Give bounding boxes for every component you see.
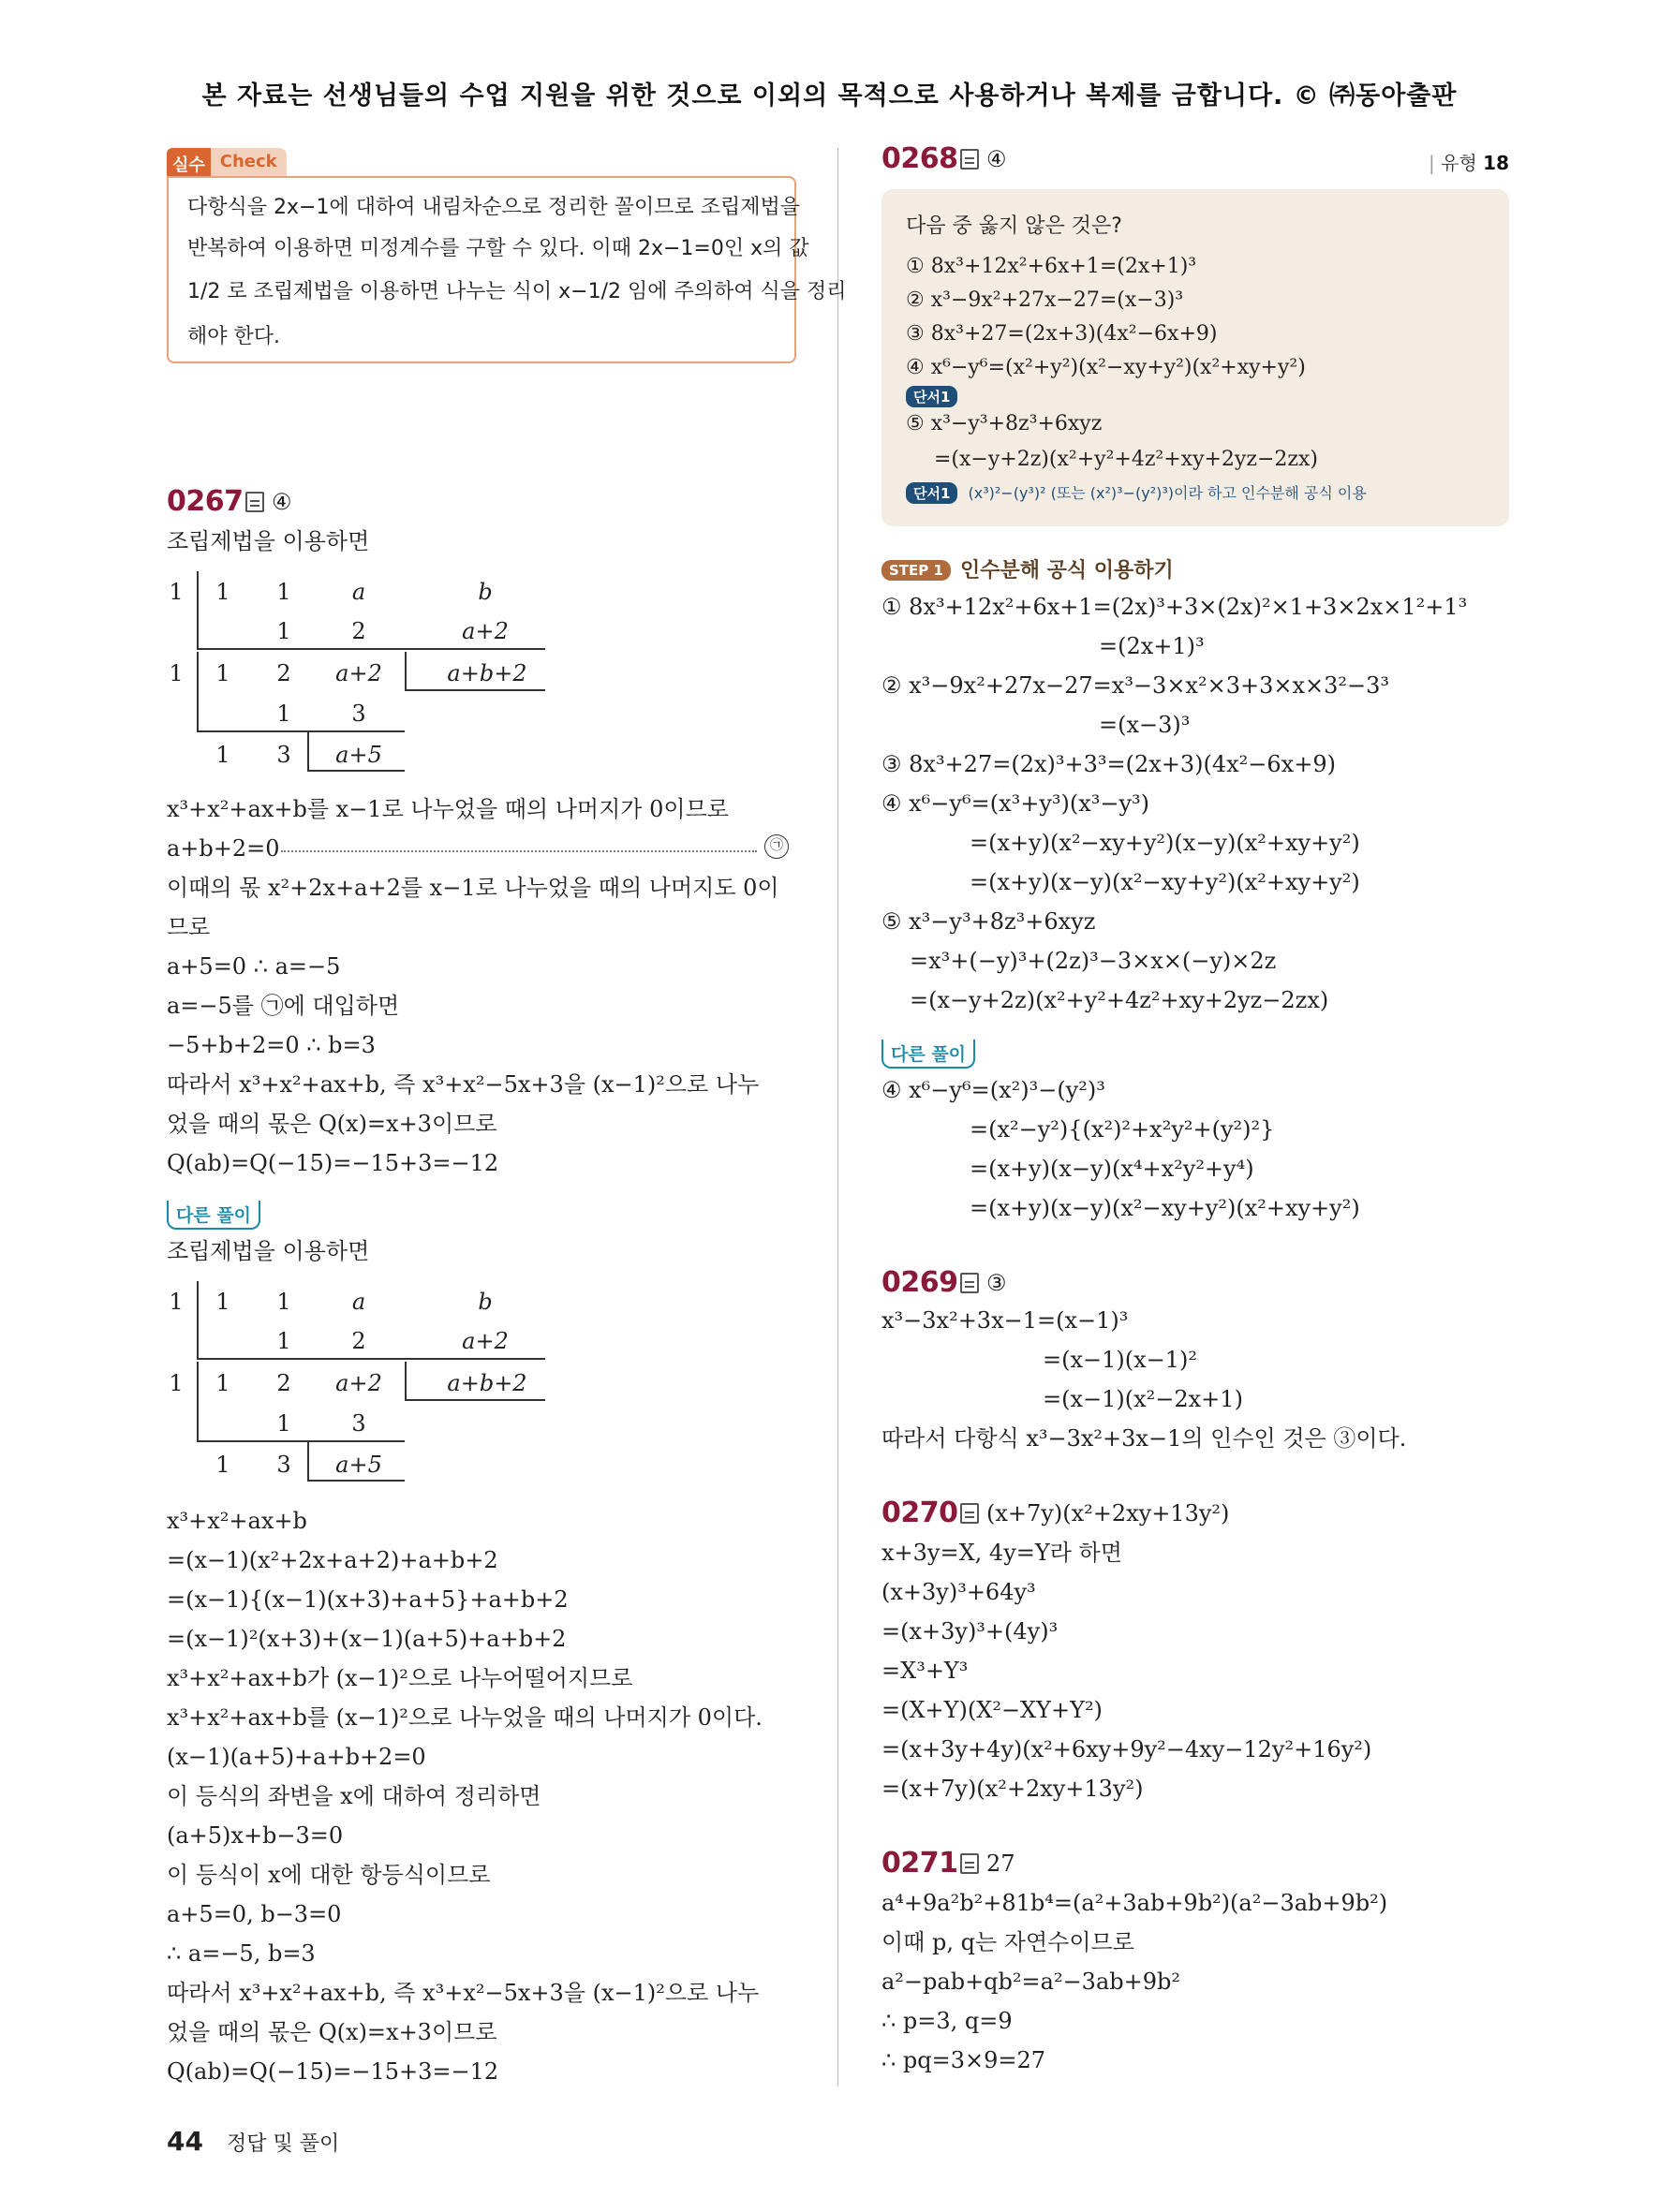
problem-number-0269: 0269 [881,1266,958,1299]
solution-line: ① 8x³+12x²+6x+1=(2x)³+3×(2x)²×1+3×2x×1²+1³ [881,594,1468,620]
solution-line: x+3y=X, 4y=Y라 하면 [881,1540,1122,1566]
solution-line: =(x−1)(x²−2x+1) [1043,1386,1243,1412]
solution-line: 따라서 x³+x²+ax+b, 즉 x³+x²−5x+3을 (x−1)²으로 나누 [167,1071,760,1098]
cell: a+b+2 [447,660,527,686]
cell: 1 [215,742,230,768]
alt-solution-label: 다른 풀이 [881,1040,975,1069]
alt-solution-label: 다른 풀이 [167,1201,260,1230]
answer-icon [960,1853,979,1874]
cell: a [351,1289,366,1315]
check-line: 1/2 로 조립제법을 이용하면 나누는 식이 x−1/2 임에 주의하여 식을 정리 [187,280,847,303]
check-line: 반복하여 이용하면 미정계수를 구할 수 있다. 이때 2x−1=0인 x의 값 [187,237,809,260]
table-line [405,1362,407,1399]
solution-line: a+b+2=0 [167,835,280,862]
solution-line: a=−5를 ㉠에 대입하면 [167,993,400,1019]
step-title: 인수분해 공식 이용하기 [959,559,1174,582]
table-line [307,1480,405,1482]
answer-icon [960,1503,979,1524]
circle-mark [764,834,789,859]
solution-line: Q(ab)=Q(−15)=−15+3=−12 [167,1150,499,1176]
alt-line: =(x²−y²){(x²)²+x²y²+(y²)²} [970,1116,1275,1143]
answer-value: ④ [272,489,292,515]
cell: a+5 [335,742,382,768]
answer-value: ④ [986,146,1007,172]
table-line [405,689,545,691]
column-divider [837,148,838,2087]
table-line [405,652,407,689]
alt-line: x³+x²+ax+b를 (x−1)²으로 나누었을 때의 나머지가 0이다. [167,1704,763,1731]
solution-line: 따라서 다항식 x³−3x²+3x−1의 인수인 것은 ③이다. [881,1425,1407,1452]
solution-line: x³−3x²+3x−1=(x−1)³ [881,1307,1129,1334]
cell: 3 [276,1452,291,1478]
table-line [197,730,405,732]
table-line [197,1440,405,1442]
table-line [307,1440,309,1480]
solution-line: =(x−1)(x−1)² [1043,1347,1198,1373]
divisor: 1 [169,1370,184,1396]
solution-line: 이때의 몫 x²+2x+a+2를 x−1로 나누었을 때의 나머지도 0이 [167,875,779,901]
intro-text: 조립제법을 이용하면 [167,528,370,554]
solution-line: a+5=0 ∴ a=−5 [167,953,341,980]
problem-number-0268: 0268 [881,142,958,175]
question-text: 다음 중 옳지 않은 것은? [906,214,1122,238]
hint-text: (x³)²−(y³)² (또는 (x²)³−(y²)³)이라 하고 인수분해 공식 이용 [968,484,1367,502]
solution-line: =(x+3y)³+(4y)³ [881,1618,1059,1644]
table-line [197,1281,199,1358]
check-tag-check: Check [211,148,287,176]
alt-intro-text: 조립제법을 이용하면 [167,1238,370,1264]
cell: 1 [276,579,291,605]
cell: a+b+2 [447,1370,527,1396]
dotted-leader [281,850,757,852]
option: =(x−y+2z)(x²+y²+4z²+xy+2yz−2zx) [934,448,1318,471]
cell: 1 [276,1289,291,1315]
option: ② x³−9x²+27x−27=(x−3)³ [906,288,1184,312]
alt-line: x³+x²+ax+b가 (x−1)²으로 나누어떨어지므로 [167,1665,633,1691]
solution-line: (x+3y)³+64y³ [881,1579,1036,1605]
alt-line: 이 등식의 좌변을 x에 대하여 정리하면 [167,1783,541,1809]
hint-tag: 단서1 [906,482,957,504]
alt-line: =(x+y)(x−y)(x⁴+x²y²+y⁴) [970,1156,1254,1182]
solution-line: =(x+3y+4y)(x²+6xy+9y²−4xy−12y²+16y²) [881,1736,1372,1762]
synthetic-division-table [167,1281,541,1492]
hint-tag: 단서1 [906,386,957,407]
solution-line: =x³+(−y)³+(2z)³−3×x×(−y)×2z [910,948,1277,974]
cell: b [478,579,493,605]
solution-line: =(x−3)³ [1099,712,1191,738]
cell: 1 [215,660,230,686]
answer-0271 [960,1851,1015,1877]
table-line [307,770,405,772]
solution-line: a²−pab+qb²=a²−3ab+9b² [881,1969,1180,1995]
alt-line: (a+5)x+b−3=0 [167,1822,344,1849]
table-line [405,1399,545,1401]
divisor: 1 [169,579,184,605]
option: ③ 8x³+27=(2x+3)(4x²−6x+9) [906,322,1218,346]
footer-label: 정답 및 풀이 [226,2132,340,2156]
alt-line: =(x+y)(x−y)(x²−xy+y²)(x²+xy+y²) [970,1195,1360,1221]
alt-line: x³+x²+ax+b [167,1508,307,1534]
cell: 1 [276,700,291,727]
divisor: 1 [169,660,184,686]
option: ④ x⁶−y⁶=(x²+y²)(x²−xy+y²)(x²+xy+y²) [906,356,1306,379]
cell: 1 [276,1410,291,1437]
cell: b [478,1289,493,1315]
solution-line: ∴ p=3, q=9 [881,2008,1013,2034]
cell: 1 [276,1328,291,1354]
option: ① 8x³+12x²+6x+1=(2x+1)³ [906,255,1197,278]
answer-0269 [960,1270,1007,1296]
divisor: 1 [169,1289,184,1315]
solution-line: ⑤ x³−y³+8z³+6xyz [881,908,1096,935]
answer-value: (x+7y)(x²+2xy+13y²) [986,1500,1230,1526]
alt-line: =(x−1){(x−1)(x+3)+a+5}+a+b+2 [167,1586,569,1613]
solution-line: a⁴+9a²b²+81b⁴=(a²+3ab+9b²)(a²−3ab+9b²) [881,1890,1388,1916]
solution-line: =X³+Y³ [881,1658,969,1684]
table-line [197,1358,545,1360]
solution-line: =(2x+1)³ [1099,633,1205,659]
answer-0270 [960,1500,1229,1526]
page-number: 44 [167,2126,203,2157]
right-column-solution [881,0,1509,2154]
step-heading [881,554,1174,583]
step-tag: STEP 1 [881,560,951,581]
cell: a+2 [462,1328,509,1354]
alt-line: Q(ab)=Q(−15)=−15+3=−12 [167,2058,499,2085]
cell: a+2 [335,1370,382,1396]
answer-value: ③ [986,1270,1007,1296]
solution-line: =(x+7y)(x²+2xy+13y²) [881,1776,1144,1802]
cell: 3 [351,700,366,727]
solution-line: 이때 p, q는 자연수이므로 [881,1929,1134,1955]
check-line: 해야 한다. [187,325,280,348]
synthetic-division-table [167,571,541,782]
alt-line: (x−1)(a+5)+a+b+2=0 [167,1744,426,1770]
type-prefix: 유형 [1441,152,1477,174]
check-tag-label: 실수 [167,148,211,176]
cell: a+5 [335,1452,382,1478]
cell: 2 [351,618,366,644]
problem-number-0267: 0267 [167,485,244,518]
answer-0267 [245,489,292,515]
cell: 2 [276,660,291,686]
table-line [197,571,199,648]
solution-line: =(x+y)(x−y)(x²−xy+y²)(x²+xy+y²) [970,869,1360,895]
cell: 3 [351,1410,366,1437]
type-number: 18 [1483,152,1509,174]
table-line [307,730,309,770]
problem-number-0271: 0271 [881,1847,958,1880]
solution-line: =(x−y+2z)(x²+y²+4z²+xy+2yz−2zx) [910,987,1329,1013]
answer-icon [960,1273,979,1293]
cell: 1 [215,1452,230,1478]
solution-line: ② x³−9x²+27x−27=x³−3×x²×3+3×x×3²−3³ [881,672,1389,699]
cell: 1 [276,618,291,644]
type-separator: | [1429,152,1435,174]
answer-icon [245,492,264,512]
alt-line: ④ x⁶−y⁶=(x²)³−(y²)³ [881,1077,1105,1103]
solution-line: ∴ pq=3×9=27 [881,2047,1046,2073]
cell: 2 [276,1370,291,1396]
page-footer [167,2126,339,2157]
solution-line: =(x+y)(x²−xy+y²)(x−y)(x²+xy+y²) [970,830,1360,856]
problem-number-0270: 0270 [881,1497,958,1529]
check-box [167,176,847,363]
alt-line: 었을 때의 몫은 Q(x)=x+3이므로 [167,2019,497,2045]
alt-line: =(x−1)(x²+2x+a+2)+a+b+2 [167,1547,498,1573]
table-line [197,648,545,650]
alt-line: =(x−1)²(x+3)+(x−1)(a+5)+a+b+2 [167,1626,567,1652]
table-line [197,1362,199,1440]
solution-line: 므로 [167,914,211,940]
table-line [197,652,199,730]
alt-line: 따라서 x³+x²+ax+b, 즉 x³+x²−5x+3을 (x−1)²으로 나누 [167,1980,760,2006]
solution-line: 었을 때의 몫은 Q(x)=x+3이므로 [167,1111,497,1137]
circle-mark-label: ㉠ [764,834,789,859]
solution-line: ④ x⁶−y⁶=(x³+y³)(x³−y³) [881,790,1150,817]
cell: 3 [276,742,291,768]
solution-line: ③ 8x³+27=(2x)³+3³=(2x+3)(4x²−6x+9) [881,751,1336,777]
solution-line: x³+x²+ax+b를 x−1로 나누었을 때의 나머지가 0이므로 [167,796,729,822]
cell: 1 [215,579,230,605]
cell: 1 [215,1370,230,1396]
cell: a+2 [462,618,509,644]
alt-line: ∴ a=−5, b=3 [167,1940,316,1967]
check-line: 다항식을 2x−1에 대하여 내림차순으로 정리한 꼴이므로 조립제법을 [187,196,800,219]
cell: 1 [215,1289,230,1315]
cell: a+2 [335,660,382,686]
option: ⑤ x³−y³+8z³+6xyz [906,412,1103,435]
check-tag [167,148,287,176]
cell: a [351,579,366,605]
copyright-notice: 본 자료는 선생님들의 수업 지원을 위한 것으로 이외의 목적으로 사용하거나 복제를 금합니다. © ㈜동아출판 [201,81,1458,111]
answer-value: 27 [986,1851,1015,1877]
solution-line: −5+b+2=0 ∴ b=3 [167,1032,376,1058]
cell: 2 [351,1328,366,1354]
alt-line: a+5=0, b−3=0 [167,1901,342,1927]
alt-line: 이 등식이 x에 대한 항등식이므로 [167,1862,491,1888]
solution-line: =(X+Y)(X²−XY+Y²) [881,1697,1103,1723]
